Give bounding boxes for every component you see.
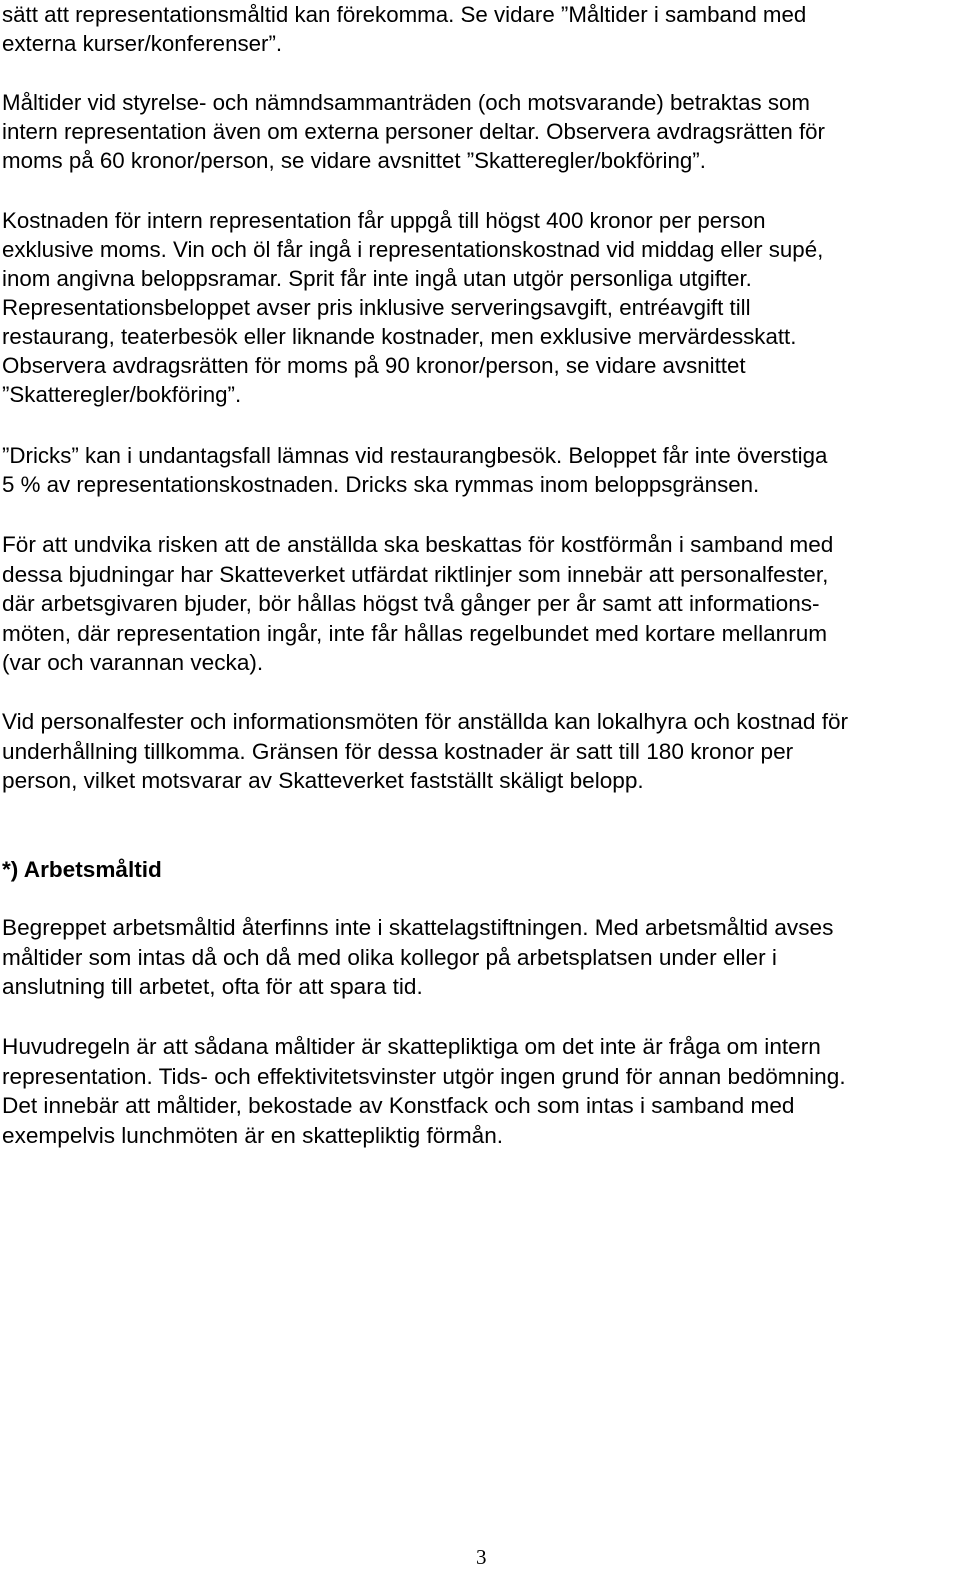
paragraph-work-meal-taxable: Huvudregeln är att sådana måltider är skattepliktiga om det inte är fråga om intern representation. Tids- och effektivitetsvinster utgör ingen grund för annan bedömning. Det innebär att måltider, bekostade av Konstfack och som intas i samband med exempelvis lunchmöten är en skattepliktig förmån.: [2, 1034, 846, 1148]
paragraph-staff-party-costs: Vid personalfester och informationsmöten för anställda kan lokalhyra och kostnad för underhållning tillkomma. Gränsen för dessa kostnader är satt till 180 kronor per person, vilket motsvarar av Skatteverket fastställt skäligt belopp.: [2, 709, 849, 793]
paragraph-staff-parties: För att undvika risken att de anställda ska beskattas för kostförmån i samband med dessa bjudningar har Skatteverket utfärdat riktlinjer som innebär att personalfester, där arbetsgivaren bjuder, bör hållas högst två gånger per år samt att informations- möten, där representation ingår, inte får hållas regelbundet med kortare mellanrum (var och varannan vecka).: [2, 532, 834, 675]
paragraph-internal-cost-limit: Kostnaden för intern representation får uppgå till högst 400 kronor per person exklusive moms. Vin och öl får ingå i representationskostnad vid middag eller supé, inom angivna beloppsramar. Sprit får inte ingå utan utgör personliga utgifter. Representationsbeloppet avser pris inklusive serveringsavgift, entréavgift till restaurang, teaterbesök eller liknande kostnader, men exklusive mervärdesskatt. Observera avdragsrätten för moms på 90 kronor/person, se vidare avsnittet ”Skatteregler/bokföring”.: [2, 208, 824, 407]
paragraph-representation-intro: sätt att representationsmåltid kan förekomma. Se vidare ”Måltider i samband med externa kurser/konferenser”.: [2, 2, 807, 56]
section-heading-work-meal: *) Arbetsmåltid: [2, 857, 162, 882]
paragraph-work-meal-definition: Begreppet arbetsmåltid återfinns inte i skattelagstiftningen. Med arbetsmåltid avses måltider som intas då och då med olika kollegor på arbetsplatsen under eller i anslutning till arbetet, ofta för att spara tid.: [2, 915, 834, 999]
paragraph-tips: ”Dricks” kan i undantagsfall lämnas vid restaurangbesök. Beloppet får inte överstiga 5 % av representationskostnaden. Dricks ska rymmas inom beloppsgränsen.: [2, 443, 828, 497]
paragraph-board-meetings: Måltider vid styrelse- och nämndsammanträden (och motsvarande) betraktas som intern representation även om externa personer deltar. Observera avdragsrätten för moms på 60 kronor/person, se vidare avsnittet ”Skatteregler/bokföring”.: [2, 90, 825, 173]
page-number: 3: [476, 1545, 487, 1569]
